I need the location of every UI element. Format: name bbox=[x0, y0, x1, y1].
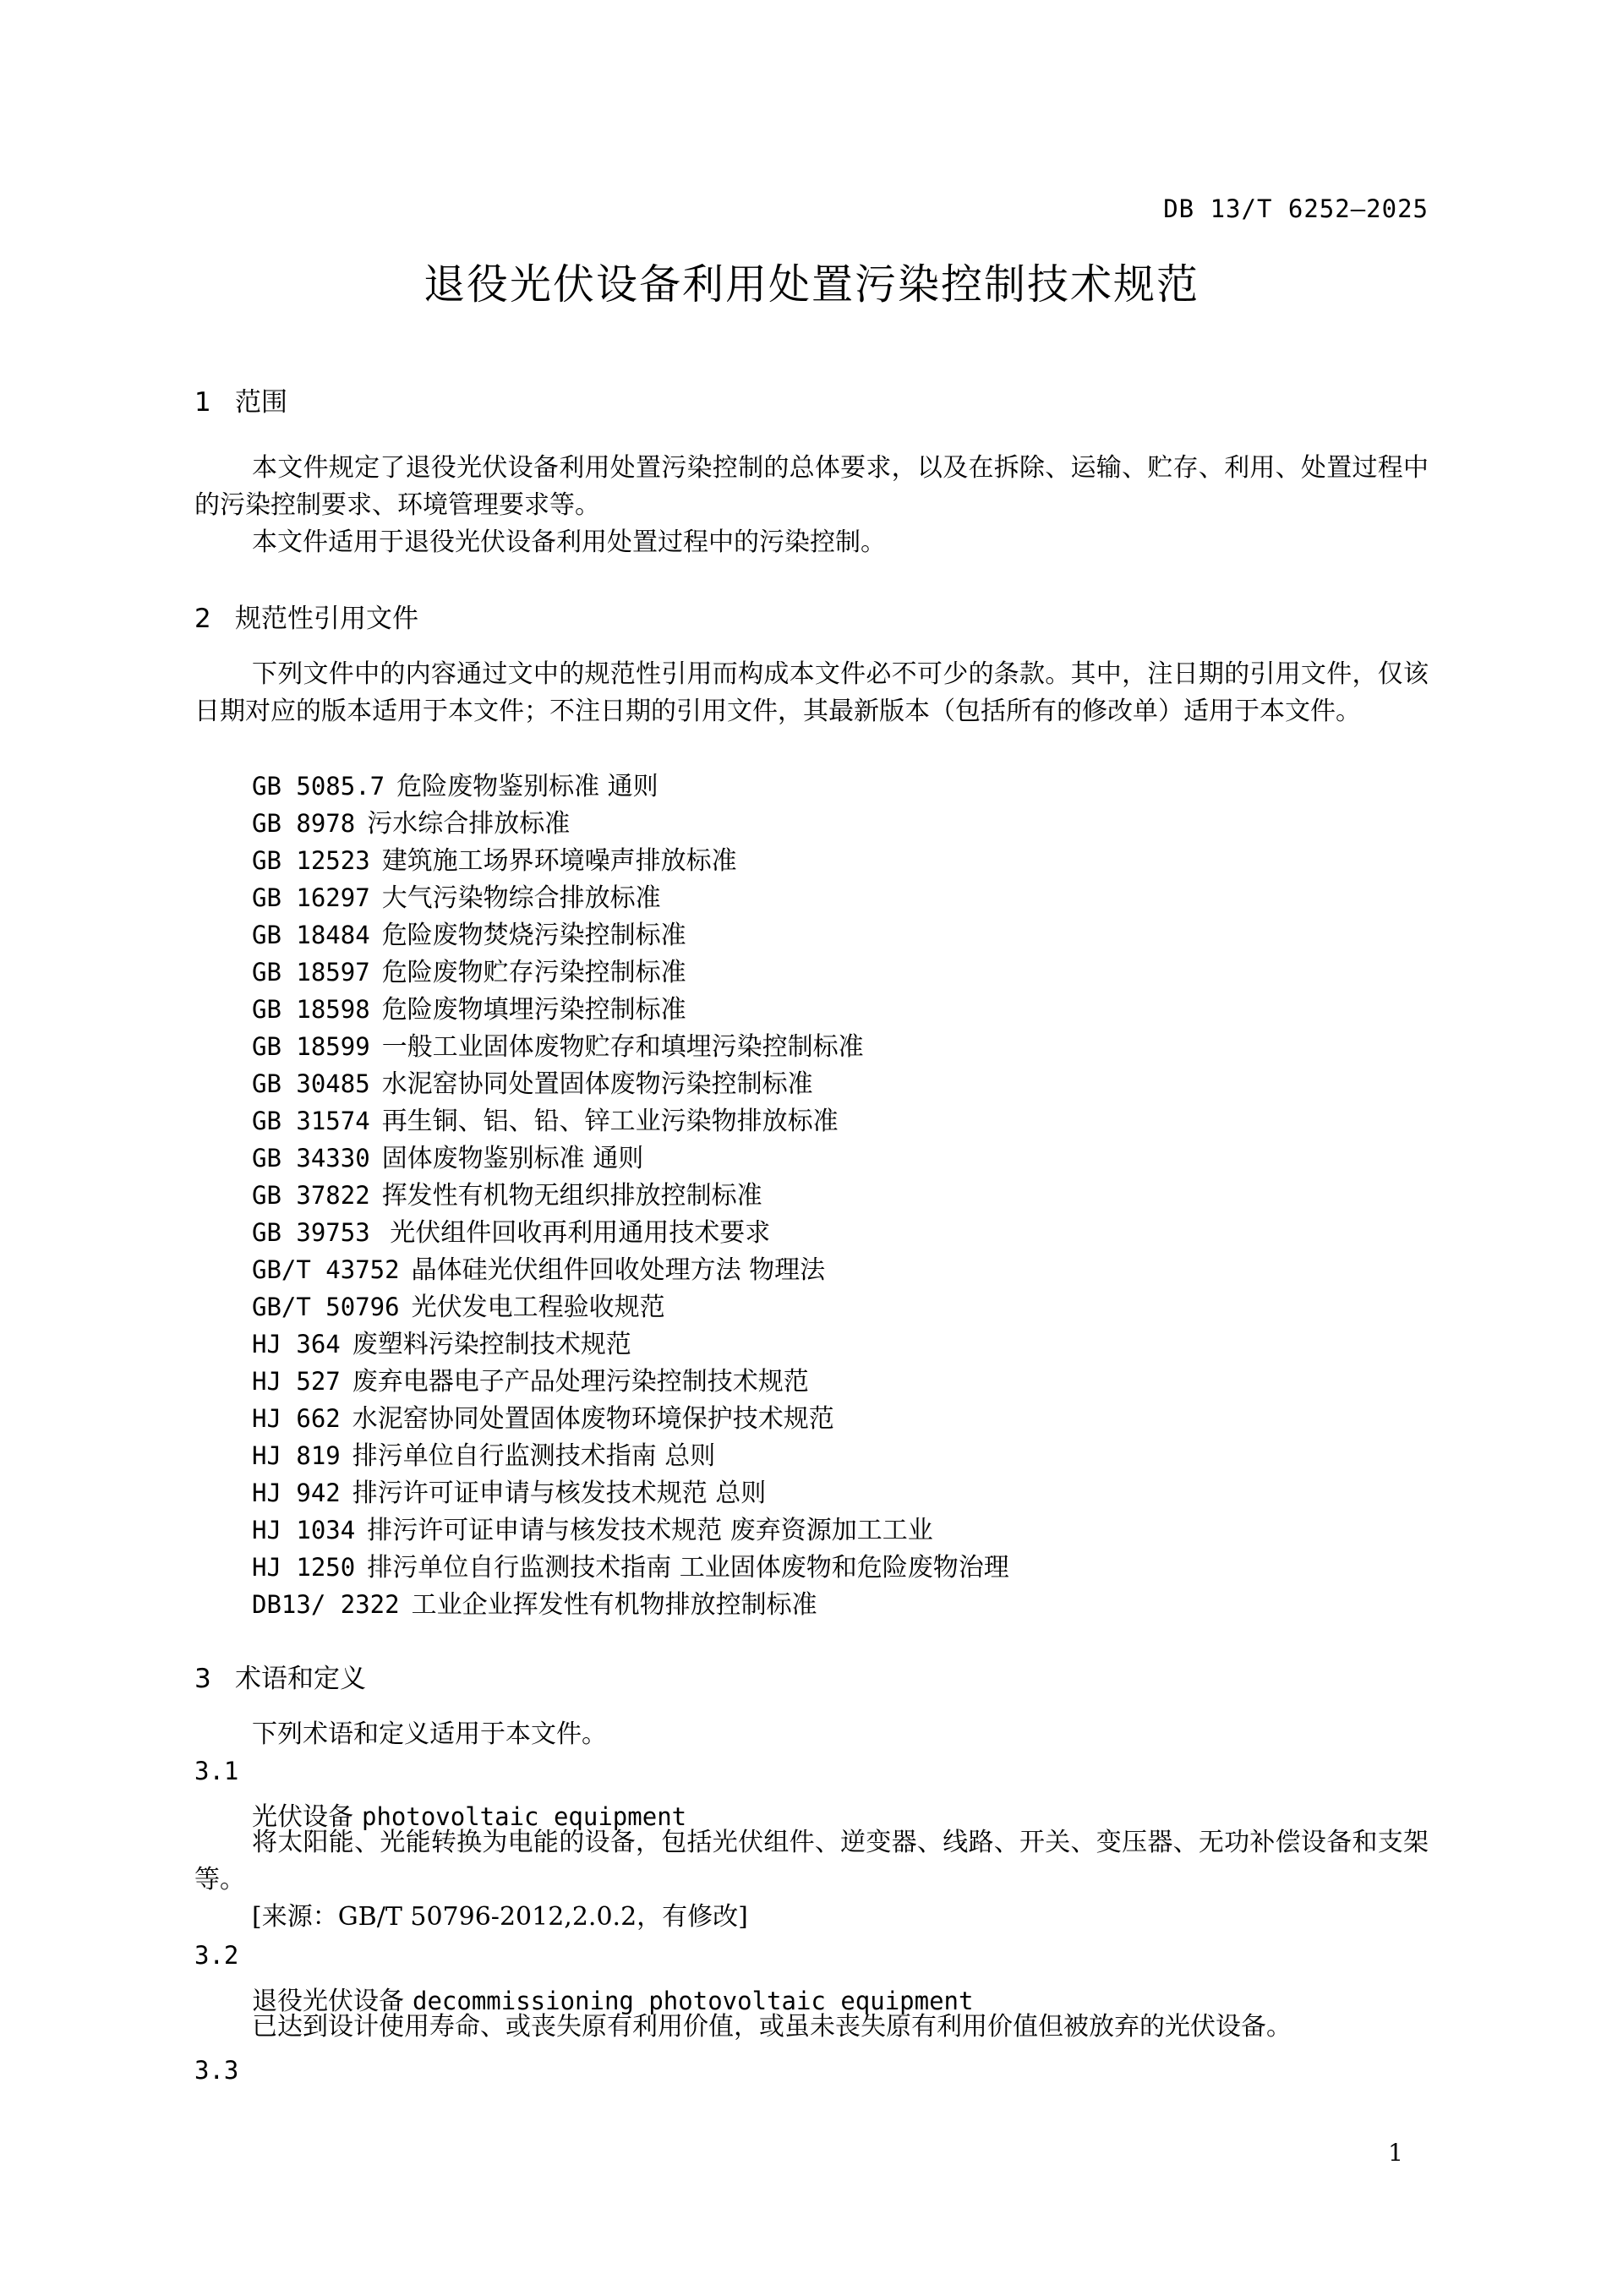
reference-code: GB 18484 bbox=[252, 921, 370, 949]
reference-title: 危险废物鉴别标准 通则 bbox=[396, 772, 658, 801]
reference-code: GB/T 43752 bbox=[252, 1255, 400, 1284]
term-name-en: photovoltaic equipment bbox=[362, 1802, 687, 1831]
reference-code: HJ 527 bbox=[252, 1367, 341, 1396]
reference-title: 光伏组件回收再利用通用技术要求 bbox=[381, 1218, 771, 1248]
standard-code: DB 13/T 6252—2025 bbox=[1163, 194, 1429, 223]
reference-item bbox=[252, 1400, 1009, 1437]
term-definition bbox=[194, 2009, 1429, 2046]
term-name-en: decommissioning photovoltaic equipment bbox=[413, 1987, 974, 2015]
definition-source: [来源：GB/T 50796-2012,2.0.2，有修改] bbox=[252, 1902, 748, 1932]
term-number: 3.3 bbox=[194, 2056, 239, 2085]
section-number: 3 bbox=[194, 1664, 211, 1694]
reference-item bbox=[252, 768, 1009, 805]
reference-title: 废弃电器电子产品处理污染控制技术规范 bbox=[352, 1367, 809, 1397]
reference-item bbox=[252, 1214, 1009, 1251]
reference-list bbox=[252, 768, 1009, 1623]
term-name-zh: 光伏设备 bbox=[252, 1802, 353, 1832]
reference-title: 工业企业挥发性有机物排放控制标准 bbox=[411, 1590, 817, 1620]
term-name-zh: 退役光伏设备 bbox=[252, 1987, 404, 2016]
reference-code: HJ 819 bbox=[252, 1441, 341, 1470]
reference-code: HJ 364 bbox=[252, 1330, 341, 1358]
reference-code: GB 31574 bbox=[252, 1107, 370, 1135]
section-number: 2 bbox=[194, 604, 211, 634]
reference-title: 固体废物鉴别标准 通则 bbox=[381, 1144, 644, 1173]
reference-item bbox=[252, 1549, 1009, 1586]
reference-title: 光伏发电工程验收规范 bbox=[411, 1293, 665, 1322]
reference-title: 危险废物填埋污染控制标准 bbox=[381, 995, 686, 1025]
reference-item bbox=[252, 1288, 1009, 1326]
reference-code: HJ 662 bbox=[252, 1404, 341, 1433]
reference-code: GB 5085.7 bbox=[252, 772, 385, 801]
section-3-heading bbox=[194, 1657, 366, 1695]
reference-title: 排污单位自行监测技术指南 总则 bbox=[352, 1441, 716, 1471]
reference-item bbox=[252, 991, 1009, 1028]
reference-item bbox=[252, 1028, 1009, 1065]
reference-item bbox=[252, 1065, 1009, 1102]
reference-title: 水泥窑协同处置固体废物污染控制标准 bbox=[381, 1069, 813, 1099]
paragraph: 本文件适用于退役光伏设备利用处置过程中的污染控制。 bbox=[252, 528, 886, 557]
reference-item bbox=[252, 1326, 1009, 1363]
reference-item bbox=[252, 1140, 1009, 1177]
reference-code: HJ 942 bbox=[252, 1479, 341, 1507]
reference-title: 污水综合排放标准 bbox=[367, 809, 571, 839]
reference-title: 废塑料污染控制技术规范 bbox=[352, 1330, 631, 1359]
reference-code: GB 12523 bbox=[252, 846, 370, 875]
reference-item bbox=[252, 805, 1009, 842]
reference-code: GB 8978 bbox=[252, 809, 356, 838]
reference-item bbox=[252, 1177, 1009, 1214]
reference-code: GB 16297 bbox=[252, 883, 370, 912]
reference-code: GB/T 50796 bbox=[252, 1293, 400, 1321]
reference-title: 排污单位自行监测技术指南 工业固体废物和危险废物治理 bbox=[367, 1553, 1009, 1583]
document-title: 退役光伏设备利用处置污染控制技术规范 bbox=[423, 260, 1199, 309]
reference-title: 再生铜、铝、铅、锌工业污染物排放标准 bbox=[381, 1107, 839, 1136]
section-2-intro bbox=[194, 656, 1429, 730]
section-3-intro bbox=[194, 1716, 1429, 1753]
reference-code: HJ 1034 bbox=[252, 1516, 356, 1544]
reference-title: 危险废物焚烧污染控制标准 bbox=[381, 921, 686, 950]
reference-code: GB 30485 bbox=[252, 1069, 370, 1098]
section-1-heading bbox=[194, 380, 287, 418]
reference-code: GB 37822 bbox=[252, 1181, 370, 1210]
reference-item bbox=[252, 916, 1009, 954]
reference-title: 晶体硅光伏组件回收处理方法 物理法 bbox=[411, 1255, 826, 1285]
section-title: 规范性引用文件 bbox=[235, 604, 418, 634]
reference-item bbox=[252, 842, 1009, 879]
section-1-body bbox=[194, 450, 1429, 561]
reference-code: GB 18599 bbox=[252, 1032, 370, 1061]
reference-code: GB 39753 bbox=[252, 1218, 370, 1247]
section-2-heading bbox=[194, 597, 418, 635]
reference-item bbox=[252, 1437, 1009, 1474]
reference-title: 危险废物贮存污染控制标准 bbox=[381, 958, 686, 987]
paragraph: 下列文件中的内容通过文中的规范性引用而构成本文件必不可少的条款。其中，注日期的引用文件，仅该日期对应的版本适用于本文件；不注日期的引用文件，其最新版本（包括所有的修改单）适用于本文件。 bbox=[194, 659, 1429, 726]
page-number: 1 bbox=[1388, 2139, 1403, 2167]
reference-title: 挥发性有机物无组织排放控制标准 bbox=[381, 1181, 762, 1211]
paragraph: 下列术语和定义适用于本文件。 bbox=[252, 1719, 607, 1749]
term-number: 3.1 bbox=[194, 1757, 239, 1785]
reference-item bbox=[252, 954, 1009, 991]
term-definition bbox=[194, 1824, 1429, 1936]
paragraph: 本文件规定了退役光伏设备利用处置污染控制的总体要求，以及在拆除、运输、贮存、利用、处置过程中的污染控制要求、环境管理要求等。 bbox=[194, 453, 1429, 520]
section-number: 1 bbox=[194, 387, 211, 418]
reference-title: 排污许可证申请与核发技术规范 总则 bbox=[352, 1479, 767, 1508]
reference-title: 水泥窑协同处置固体废物环境保护技术规范 bbox=[352, 1404, 834, 1434]
term-number: 3.2 bbox=[194, 1941, 239, 1970]
reference-code: HJ 1250 bbox=[252, 1553, 356, 1582]
definition-text: 将太阳能、光能转换为电能的设备，包括光伏组件、逆变器、线路、开关、变压器、无功补偿设备和支架等。 bbox=[194, 1828, 1429, 1894]
section-title: 范围 bbox=[235, 387, 287, 418]
reference-title: 大气污染物综合排放标准 bbox=[381, 883, 661, 913]
reference-item bbox=[252, 1586, 1009, 1623]
reference-title: 排污许可证申请与核发技术规范 废弃资源加工工业 bbox=[367, 1516, 933, 1545]
definition-text: 已达到设计使用寿命、或丧失原有利用价值，或虽未丧失原有利用价值但被放弃的光伏设备。 bbox=[252, 2012, 1292, 2042]
reference-item bbox=[252, 1363, 1009, 1400]
reference-item bbox=[252, 1102, 1009, 1140]
reference-code: GB 18597 bbox=[252, 958, 370, 987]
section-title: 术语和定义 bbox=[235, 1664, 366, 1694]
reference-title: 一般工业固体废物贮存和填埋污染控制标准 bbox=[381, 1032, 864, 1062]
reference-code: GB 34330 bbox=[252, 1144, 370, 1173]
reference-code: GB 18598 bbox=[252, 995, 370, 1024]
reference-code: DB13/ 2322 bbox=[252, 1590, 400, 1619]
reference-item bbox=[252, 1512, 1009, 1549]
reference-item bbox=[252, 879, 1009, 916]
reference-title: 建筑施工场界环境噪声排放标准 bbox=[381, 846, 737, 876]
reference-item bbox=[252, 1251, 1009, 1288]
reference-item bbox=[252, 1474, 1009, 1512]
